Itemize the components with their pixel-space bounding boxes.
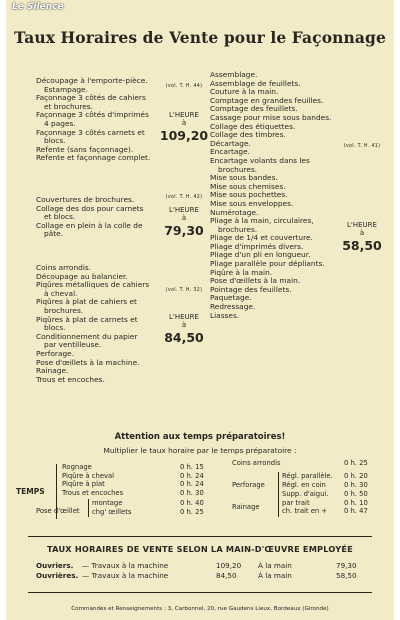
- table-row: montage 0 h. 40: [92, 499, 204, 507]
- list-item: Mise sous chemises.: [210, 181, 286, 191]
- temps-left-table: [62, 463, 212, 497]
- rate-ref: (vol. T. H. 32): [165, 288, 203, 293]
- rate-value: 79,30: [164, 223, 204, 238]
- list-item: Piqûre à la main.: [210, 267, 273, 277]
- rainage-label: Rainage: [232, 503, 260, 511]
- list-item: Pliage parallèle pour dépliants.: [210, 259, 325, 269]
- attention-heading: Attention aux temps préparatoires!: [114, 432, 286, 442]
- list-item: Mise sous pochettes.: [210, 190, 288, 200]
- divider: [28, 536, 372, 537]
- list-item: Refente et façonnage complet.: [36, 153, 151, 163]
- list-item: Couvertures de brochures.: [36, 195, 135, 204]
- rate-a: à: [181, 214, 187, 222]
- list-item: brochures.: [44, 305, 84, 315]
- list-item: blocs.: [44, 323, 66, 333]
- list-item: Conditionnement du papier: [36, 331, 138, 341]
- rate-box-4: [334, 144, 390, 253]
- oeillet-label: Pose d'œillet: [36, 507, 80, 515]
- rate-value: 84,50: [164, 330, 204, 345]
- oeillet-brace: [88, 499, 89, 517]
- list-item: brochures.: [218, 164, 258, 174]
- rate-box-3: [158, 288, 210, 345]
- list-item: Encartage volants dans les: [210, 155, 310, 165]
- watermark: Le Silence: [12, 2, 64, 12]
- list-item: Découpage au balancier.: [36, 271, 128, 281]
- col1-group2: [36, 196, 144, 239]
- list-item: brochures.: [218, 224, 258, 234]
- list-item: Mise sous bandes.: [210, 173, 278, 183]
- rate-ref: (vol. T. H. 42): [165, 195, 203, 200]
- table-row: Piqûre à cheval 0 h. 24: [62, 471, 204, 480]
- rainage-table: [282, 490, 378, 516]
- list-item: Façonnage 3 côtés de cahiers: [36, 93, 146, 103]
- list-item: Collage en plein à la colle de: [36, 220, 143, 230]
- table-row: Coins arrondis 0 h. 25: [232, 459, 368, 467]
- temps-label: TEMPS: [16, 487, 45, 496]
- list-item: et brochures.: [44, 101, 93, 111]
- temps-right-top: [232, 459, 378, 468]
- rate-a: à: [181, 321, 187, 329]
- perforage-brace: [278, 472, 279, 490]
- list-item: 4 pages.: [44, 118, 76, 128]
- table-row: Piqûre à plat 0 h. 24: [62, 480, 204, 489]
- list-item: Pose d'œillets à la main.: [210, 276, 301, 286]
- list-item: Collage des dos pour carnets: [36, 203, 144, 213]
- rate-a: à: [181, 119, 187, 127]
- address-line: Commandes et Renseignements : 3, Carbonnel, 20, rue Gaudens Lieux, Bordeaux (Gironde): [71, 606, 329, 612]
- list-item: Coins arrondis.: [36, 263, 92, 272]
- list-item: Assemblage de feuillets.: [210, 78, 301, 88]
- list-item: Cassage pour mise sous bandes.: [210, 112, 332, 122]
- list-item: Estampage.: [44, 84, 88, 94]
- document-page: Le Silence Taux Horaires de Vente pour le Façonnage Découpage à l'emporte-pièce. Estampage. Façonnage 3 côtés de cahiers et brochures. Façonnage 3 côtés d'imprimés 4 pages. Façonnage 3 côtés carnets et blocs. Refente (sans façonnage). Refente et façonnage complet. Couvertures de brochures. Collage des dos pour carnets et blocs. Collage en plein à la colle de pâte. Coins arrondis. Découpage au balancier. Piqûres métalliques de cahiers à cheval. Piqûres à plat de cahiers et brochures. Piqûres à plat de carnets et blocs. Conditionnement du papier par ventilleuse. Perforage. Pose d'œillets à la machine. Rainage. Trous et encoches. (vol. T. H. 44) L'HEURE à 109,20 (vol. T. H. 42) L'HEURE à 79,30 (vol. T. H. 32) L'HEURE à 84,50 (vol. T. H. 41) L'HEURE à 58,50 Assemblage. Assemblage de feuillets. Couture à la main. Comptage en grandes feuilles. Comptage des feuillets. Cassage pour mise sous bandes. Collage des étiquettes. Collage des timbres. Décartage. Encartage. Encartage volants dans les brochures. Mise sous bandes. Mise sous chemises. Mise sous pochettes. Mise sous enveloppes. Numérotage. Pliage à la main, circulaires, brochures. Pliage de 1/4 et couverture. Pliage d'imprimés divers. Pliage d'un pli en longueur. Pliage parallèle pour dépliants. Piqûre à la main. Pose d'œillets à la main. Pointage des feuillets. Paquetage. Redressage. Liasses. Attention aux temps préparatoires! Multiplier le taux horaire par le temps préparatoire : TEMPS Rognage 0 h. 15 Piqûre à cheval 0 h. 24 Piqûre à plat 0 h. 24 Trous et encoches 0 h. 30 Pose d'œillet montage 0 h. 40 chg' œillets 0 h. 25 Coins arrondis 0 h. 25 Perforage Régl. parallèle. 0 h. 20 Régl. en coin 0 h. 30 Rainage Supp. d'aigui. 0 h. 50 par trait 0 h. 10 ch. trait en + 0 h. 47 TAUX HORAIRES DE VENTE SELON LA MAIN-D'ŒUVRE EMPLOYÉE Ouvriers. — Travaux à la machine 109,20 À la main 79,30 Ouvrières. — Travaux à la machine 84,50 À la main 58,50 Commandes et Renseignements : 3, Carbonnel, 20, rue Gaudens Lieux, Bordeaux (Gironde): [6, 0, 394, 620]
- table-row: Régl. en coin 0 h. 30: [282, 480, 368, 489]
- list-item: à cheval.: [44, 288, 78, 298]
- list-item: Paquetage.: [210, 293, 252, 303]
- rate-a: à: [359, 229, 365, 237]
- list-item: Façonnage 3 côtés d'imprimés: [36, 110, 149, 120]
- list-item: Piqûres à plat de carnets et: [36, 314, 138, 324]
- table-row: par trait 0 h. 10: [282, 498, 368, 507]
- col1-group3: [36, 264, 149, 384]
- list-item: Comptage des feuillets.: [210, 104, 298, 114]
- list-item: Piqûres métalliques de cahiers: [36, 280, 150, 290]
- list-item: Pliage d'un pli en longueur.: [210, 250, 311, 260]
- rate-ref: (vol. T. H. 44): [165, 84, 203, 89]
- list-item: Rainage.: [36, 366, 69, 376]
- divider: [28, 592, 372, 593]
- col2-list: [210, 71, 331, 320]
- table-row: ch. trait en + 0 h. 47: [282, 507, 368, 516]
- table-row: Rognage 0 h. 15: [62, 463, 204, 471]
- list-item: Décartage.: [210, 138, 251, 148]
- list-item: Mise sous enveloppes.: [210, 198, 294, 208]
- table-row: chg' œillets 0 h. 25: [92, 507, 204, 516]
- list-item: Comptage en grandes feuilles.: [210, 95, 324, 105]
- rate-value: 109,20: [159, 128, 209, 143]
- table-row: Régl. parallèle. 0 h. 20: [282, 472, 368, 480]
- rate-value: 58,50: [342, 238, 382, 253]
- table-row: Supp. d'aigui. 0 h. 50: [282, 490, 368, 498]
- list-item: Collage des timbres.: [210, 130, 286, 140]
- list-item: par ventilleuse.: [44, 340, 102, 350]
- list-item: Trous et encoches.: [36, 374, 105, 384]
- list-item: Pointage des feuillets.: [210, 284, 292, 294]
- col1-group1: [36, 77, 150, 163]
- list-item: Pliage à la main, circulaires,: [210, 216, 314, 226]
- list-item: Refente (sans façonnage).: [36, 144, 134, 154]
- list-item: Façonnage 3 côtés carnets et: [36, 127, 145, 137]
- list-item: Pliage de 1/4 et couverture.: [210, 233, 313, 243]
- list-item: Couture à la main.: [210, 87, 279, 97]
- rate-label: L'HEURE: [347, 221, 377, 229]
- list-item: Redressage.: [210, 302, 256, 312]
- multiplier-note: Multiplier le taux horaire par le temps préparatoire :: [103, 446, 297, 455]
- perforage-label: Perforage: [232, 481, 265, 489]
- list-item: Piqûres à plat de cahiers et: [36, 297, 137, 307]
- table-row: Trous et encoches 0 h. 30: [62, 488, 204, 497]
- list-item: Encartage.: [210, 147, 250, 157]
- rate-label: L'HEURE: [169, 206, 199, 214]
- list-item: Pliage d'imprimés divers.: [210, 241, 304, 251]
- list-item: Découpage à l'emporte-pièce.: [36, 76, 148, 85]
- rate-label: L'HEURE: [169, 313, 199, 321]
- page-title: Taux Horaires de Vente pour le Façonnage: [14, 28, 386, 47]
- list-item: Pose d'œillets à la machine.: [36, 357, 140, 367]
- list-item: Numérotage.: [210, 207, 259, 217]
- footer-title: TAUX HORAIRES DE VENTE SELON LA MAIN-D'ŒUVRE EMPLOYÉE: [47, 544, 353, 554]
- rate-box-2: [158, 195, 210, 238]
- list-item: blocs.: [44, 136, 66, 146]
- list-item: Assemblage.: [210, 70, 258, 79]
- list-item: pâte.: [44, 229, 64, 239]
- list-item: Collage des étiquettes.: [210, 121, 296, 131]
- list-item: Liasses.: [210, 310, 240, 320]
- rate-ref: (vol. T. H. 41): [343, 144, 381, 149]
- rate-label: L'HEURE: [169, 111, 199, 119]
- rate-box-1: [158, 84, 210, 143]
- list-item: Perforage.: [36, 348, 75, 358]
- perforage-table: [282, 472, 378, 489]
- list-item: et blocs.: [44, 212, 76, 222]
- rainage-brace: [278, 490, 279, 517]
- oeillet-table: [92, 499, 212, 516]
